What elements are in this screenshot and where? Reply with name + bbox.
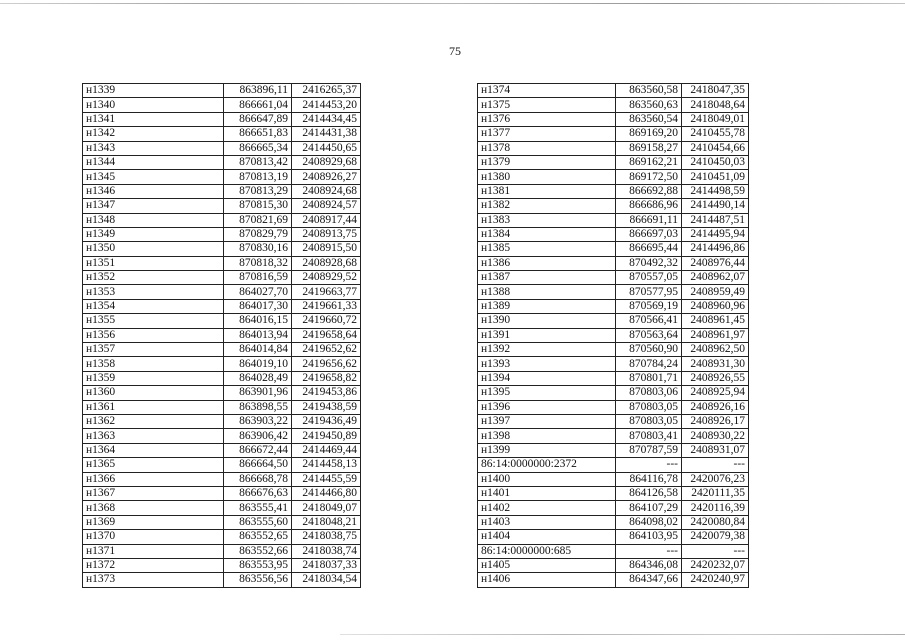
x-coordinate-cell: 866697,03 [616, 227, 682, 241]
x-coordinate-cell: 866651,83 [224, 127, 292, 141]
y-coordinate-cell: 2420240,97 [682, 573, 749, 587]
table-row [83, 314, 361, 328]
y-coordinate-cell: 2408926,17 [682, 414, 749, 428]
y-coordinate-cell: 2420116,39 [682, 501, 749, 515]
x-coordinate-cell: 863553,95 [224, 558, 292, 572]
point-id-cell: н1396 [478, 400, 616, 414]
x-coordinate-cell: 864347,66 [616, 573, 682, 587]
y-coordinate-cell: 2408917,44 [292, 213, 361, 227]
point-id-cell: н1380 [478, 170, 616, 184]
table-row [478, 343, 749, 357]
y-coordinate-cell: 2408960,96 [682, 299, 749, 313]
x-coordinate-cell: 869169,20 [616, 127, 682, 141]
x-coordinate-cell: 863903,22 [224, 414, 292, 428]
point-id-cell: н1346 [83, 184, 224, 198]
y-coordinate-cell: 2419661,33 [292, 299, 361, 313]
y-coordinate-cell: --- [682, 458, 749, 472]
x-coordinate-cell: 866672,44 [224, 443, 292, 457]
table-row [83, 501, 361, 515]
point-id-cell: н1402 [478, 501, 616, 515]
y-coordinate-cell: 2418048,21 [292, 515, 361, 529]
y-coordinate-cell: 2408915,50 [292, 242, 361, 256]
point-id-cell: н1362 [83, 414, 224, 428]
table-row [83, 242, 361, 256]
x-coordinate-cell: 870815,30 [224, 199, 292, 213]
point-id-cell: н1371 [83, 544, 224, 558]
table-row [478, 84, 749, 98]
table-row [83, 285, 361, 299]
table-row [83, 98, 361, 112]
table-row [83, 227, 361, 241]
y-coordinate-cell: 2420076,23 [682, 472, 749, 486]
table-row [478, 328, 749, 342]
table-row [478, 544, 749, 558]
point-id-cell: н1389 [478, 299, 616, 313]
y-coordinate-cell: 2408929,68 [292, 155, 361, 169]
y-coordinate-cell: 2419450,89 [292, 429, 361, 443]
coordinates-table-right-body [478, 84, 749, 588]
table-row [478, 558, 749, 572]
x-coordinate-cell: 863555,41 [224, 501, 292, 515]
table-row [83, 357, 361, 371]
table-row [478, 472, 749, 486]
table-row [478, 256, 749, 270]
y-coordinate-cell: 2419658,64 [292, 328, 361, 342]
point-id-cell: н1370 [83, 530, 224, 544]
x-coordinate-cell: 866661,04 [224, 98, 292, 112]
point-id-cell: н1373 [83, 573, 224, 587]
table-row [83, 443, 361, 457]
point-id-cell: н1339 [83, 84, 224, 98]
x-coordinate-cell: 866647,89 [224, 112, 292, 126]
coordinates-table-right [477, 83, 749, 588]
point-id-cell: н1355 [83, 314, 224, 328]
point-id-cell: н1377 [478, 127, 616, 141]
point-id-cell: н1365 [83, 458, 224, 472]
y-coordinate-cell: 2410454,66 [682, 141, 749, 155]
x-coordinate-cell: 864016,15 [224, 314, 292, 328]
y-coordinate-cell: 2414434,45 [292, 112, 361, 126]
x-coordinate-cell: 870803,06 [616, 386, 682, 400]
y-coordinate-cell: 2408931,07 [682, 443, 749, 457]
table-row [478, 458, 749, 472]
table-row [478, 486, 749, 500]
point-id-cell: н1357 [83, 343, 224, 357]
table-row [478, 573, 749, 587]
table-row [478, 141, 749, 155]
table-row [478, 530, 749, 544]
table-row [83, 199, 361, 213]
point-id-cell: н1361 [83, 400, 224, 414]
y-coordinate-cell: 2408928,68 [292, 256, 361, 270]
y-coordinate-cell: 2419663,77 [292, 285, 361, 299]
table-row [478, 199, 749, 213]
point-id-cell: н1343 [83, 141, 224, 155]
x-coordinate-cell: 866695,44 [616, 242, 682, 256]
point-id-cell: н1348 [83, 213, 224, 227]
x-coordinate-cell: 864346,08 [616, 558, 682, 572]
x-coordinate-cell: --- [616, 544, 682, 558]
y-coordinate-cell: 2414466,80 [292, 486, 361, 500]
y-coordinate-cell: 2408962,07 [682, 271, 749, 285]
point-id-cell: н1397 [478, 414, 616, 428]
point-id-cell: н1366 [83, 472, 224, 486]
table-row [83, 486, 361, 500]
point-id-cell: н1364 [83, 443, 224, 457]
x-coordinate-cell: 870557,05 [616, 271, 682, 285]
point-id-cell: 86:14:0000000:685 [478, 544, 616, 558]
x-coordinate-cell: 866668,78 [224, 472, 292, 486]
point-id-cell: н1399 [478, 443, 616, 457]
point-id-cell: н1379 [478, 155, 616, 169]
table-row [83, 299, 361, 313]
y-coordinate-cell: 2408976,44 [682, 256, 749, 270]
y-coordinate-cell: 2414487,51 [682, 213, 749, 227]
point-id-cell: н1393 [478, 357, 616, 371]
y-coordinate-cell: 2419652,62 [292, 343, 361, 357]
coordinates-table-left-body [83, 84, 361, 588]
x-coordinate-cell: 863556,56 [224, 573, 292, 587]
y-coordinate-cell: 2408913,75 [292, 227, 361, 241]
point-id-cell: н1375 [478, 98, 616, 112]
point-id-cell: н1387 [478, 271, 616, 285]
point-id-cell: н1394 [478, 371, 616, 385]
x-coordinate-cell: 870566,41 [616, 314, 682, 328]
table-row [478, 357, 749, 371]
y-coordinate-cell: 2419656,62 [292, 357, 361, 371]
y-coordinate-cell: 2414453,20 [292, 98, 361, 112]
table-row [478, 227, 749, 241]
y-coordinate-cell: 2414490,14 [682, 199, 749, 213]
y-coordinate-cell: 2416265,37 [292, 84, 361, 98]
y-coordinate-cell: 2408929,52 [292, 271, 361, 285]
y-coordinate-cell: 2414455,59 [292, 472, 361, 486]
point-id-cell: н1395 [478, 386, 616, 400]
table-row [83, 472, 361, 486]
point-id-cell: н1391 [478, 328, 616, 342]
point-id-cell: н1405 [478, 558, 616, 572]
point-id-cell: н1349 [83, 227, 224, 241]
y-coordinate-cell: 2408926,16 [682, 400, 749, 414]
point-id-cell: н1367 [83, 486, 224, 500]
table-row [478, 184, 749, 198]
table-row [83, 84, 361, 98]
y-coordinate-cell: 2414495,94 [682, 227, 749, 241]
table-row [478, 501, 749, 515]
x-coordinate-cell: 863552,66 [224, 544, 292, 558]
y-coordinate-cell: 2414496,86 [682, 242, 749, 256]
table-row [478, 155, 749, 169]
x-coordinate-cell: 870492,32 [616, 256, 682, 270]
table-row [83, 573, 361, 587]
x-coordinate-cell: 870560,90 [616, 343, 682, 357]
table-row [83, 271, 361, 285]
y-coordinate-cell: 2408924,68 [292, 184, 361, 198]
point-id-cell: н1392 [478, 343, 616, 357]
x-coordinate-cell: 870813,29 [224, 184, 292, 198]
point-id-cell: н1383 [478, 213, 616, 227]
scan-artifact-bottom-line [340, 634, 905, 635]
y-coordinate-cell: 2418038,74 [292, 544, 361, 558]
table-row [478, 170, 749, 184]
x-coordinate-cell: 863552,65 [224, 530, 292, 544]
table-row [478, 400, 749, 414]
x-coordinate-cell: 864027,70 [224, 285, 292, 299]
x-coordinate-cell: 870787,59 [616, 443, 682, 457]
x-coordinate-cell: 863555,60 [224, 515, 292, 529]
point-id-cell: н1385 [478, 242, 616, 256]
point-id-cell: н1390 [478, 314, 616, 328]
y-coordinate-cell: 2408931,30 [682, 357, 749, 371]
x-coordinate-cell: 864017,30 [224, 299, 292, 313]
table-row [83, 141, 361, 155]
table-row [83, 458, 361, 472]
y-coordinate-cell: 2419453,86 [292, 386, 361, 400]
point-id-cell: н1372 [83, 558, 224, 572]
point-id-cell: н1342 [83, 127, 224, 141]
table-row [478, 371, 749, 385]
y-coordinate-cell: 2414450,65 [292, 141, 361, 155]
y-coordinate-cell: 2419438,59 [292, 400, 361, 414]
point-id-cell: н1376 [478, 112, 616, 126]
point-id-cell: н1356 [83, 328, 224, 342]
point-id-cell: н1360 [83, 386, 224, 400]
point-id-cell: н1398 [478, 429, 616, 443]
table-row [83, 429, 361, 443]
point-id-cell: н1378 [478, 141, 616, 155]
point-id-cell: 86:14:0000000:2372 [478, 458, 616, 472]
table-row [83, 558, 361, 572]
y-coordinate-cell: 2418048,64 [682, 98, 749, 112]
point-id-cell: н1350 [83, 242, 224, 256]
x-coordinate-cell: 870801,71 [616, 371, 682, 385]
x-coordinate-cell: 870784,24 [616, 357, 682, 371]
point-id-cell: н1340 [83, 98, 224, 112]
y-coordinate-cell: 2408930,22 [682, 429, 749, 443]
table-row [478, 213, 749, 227]
y-coordinate-cell: 2408959,49 [682, 285, 749, 299]
x-coordinate-cell: 866676,63 [224, 486, 292, 500]
table-row [83, 371, 361, 385]
table-row [83, 256, 361, 270]
table-row [83, 127, 361, 141]
point-id-cell: н1354 [83, 299, 224, 313]
x-coordinate-cell: 866691,11 [616, 213, 682, 227]
y-coordinate-cell: 2420111,35 [682, 486, 749, 500]
point-id-cell: н1351 [83, 256, 224, 270]
x-coordinate-cell: 870569,19 [616, 299, 682, 313]
x-coordinate-cell: 866692,88 [616, 184, 682, 198]
y-coordinate-cell: 2408926,55 [682, 371, 749, 385]
table-row [83, 530, 361, 544]
x-coordinate-cell: 869172,50 [616, 170, 682, 184]
point-id-cell: н1401 [478, 486, 616, 500]
point-id-cell: н1404 [478, 530, 616, 544]
y-coordinate-cell: 2414469,44 [292, 443, 361, 457]
x-coordinate-cell: 863906,42 [224, 429, 292, 443]
point-id-cell: н1386 [478, 256, 616, 270]
table-row [478, 414, 749, 428]
x-coordinate-cell: 870563,64 [616, 328, 682, 342]
x-coordinate-cell: 866665,34 [224, 141, 292, 155]
table-row [478, 429, 749, 443]
y-coordinate-cell: 2408961,97 [682, 328, 749, 342]
point-id-cell: н1363 [83, 429, 224, 443]
table-row [83, 184, 361, 198]
x-coordinate-cell: 864126,58 [616, 486, 682, 500]
point-id-cell: н1359 [83, 371, 224, 385]
y-coordinate-cell: 2420080,84 [682, 515, 749, 529]
y-coordinate-cell: 2410455,78 [682, 127, 749, 141]
x-coordinate-cell: 866664,50 [224, 458, 292, 472]
y-coordinate-cell: 2419436,49 [292, 414, 361, 428]
table-row [478, 127, 749, 141]
point-id-cell: н1368 [83, 501, 224, 515]
x-coordinate-cell: 870803,41 [616, 429, 682, 443]
point-id-cell: н1381 [478, 184, 616, 198]
table-row [83, 112, 361, 126]
page-number: 75 [449, 44, 461, 58]
x-coordinate-cell: 863898,55 [224, 400, 292, 414]
point-id-cell: н1358 [83, 357, 224, 371]
x-coordinate-cell: 870813,42 [224, 155, 292, 169]
point-id-cell: н1344 [83, 155, 224, 169]
table-row [478, 299, 749, 313]
table-row [83, 213, 361, 227]
table-row [83, 414, 361, 428]
y-coordinate-cell: 2419658,82 [292, 371, 361, 385]
x-coordinate-cell: 870818,32 [224, 256, 292, 270]
x-coordinate-cell: 870803,05 [616, 400, 682, 414]
x-coordinate-cell: 864116,78 [616, 472, 682, 486]
x-coordinate-cell: 864013,94 [224, 328, 292, 342]
x-coordinate-cell: 870816,59 [224, 271, 292, 285]
table-row [478, 112, 749, 126]
x-coordinate-cell: 863560,63 [616, 98, 682, 112]
table-row [83, 170, 361, 184]
point-id-cell: н1388 [478, 285, 616, 299]
x-coordinate-cell: 870829,79 [224, 227, 292, 241]
y-coordinate-cell: --- [682, 544, 749, 558]
x-coordinate-cell: 863896,11 [224, 84, 292, 98]
table-row [83, 155, 361, 169]
x-coordinate-cell: 863560,54 [616, 112, 682, 126]
coordinates-table-left [82, 83, 361, 588]
point-id-cell: н1382 [478, 199, 616, 213]
x-coordinate-cell: 866686,96 [616, 199, 682, 213]
y-coordinate-cell: 2418049,07 [292, 501, 361, 515]
y-coordinate-cell: 2408925,94 [682, 386, 749, 400]
table-row [478, 242, 749, 256]
table-row [478, 98, 749, 112]
table-row [83, 400, 361, 414]
x-coordinate-cell: 864103,95 [616, 530, 682, 544]
point-id-cell: н1369 [83, 515, 224, 529]
point-id-cell: н1384 [478, 227, 616, 241]
y-coordinate-cell: 2420232,07 [682, 558, 749, 572]
y-coordinate-cell: 2420079,38 [682, 530, 749, 544]
y-coordinate-cell: 2410450,03 [682, 155, 749, 169]
y-coordinate-cell: 2414458,13 [292, 458, 361, 472]
table-row [83, 515, 361, 529]
y-coordinate-cell: 2410451,09 [682, 170, 749, 184]
x-coordinate-cell: 870803,05 [616, 414, 682, 428]
table-row [478, 271, 749, 285]
table-row [478, 314, 749, 328]
x-coordinate-cell: 864019,10 [224, 357, 292, 371]
y-coordinate-cell: 2414431,38 [292, 127, 361, 141]
x-coordinate-cell: 863901,96 [224, 386, 292, 400]
table-row [478, 386, 749, 400]
table-row [83, 544, 361, 558]
x-coordinate-cell: 869158,27 [616, 141, 682, 155]
y-coordinate-cell: 2408962,50 [682, 343, 749, 357]
point-id-cell: н1347 [83, 199, 224, 213]
x-coordinate-cell: 864028,49 [224, 371, 292, 385]
point-id-cell: н1345 [83, 170, 224, 184]
table-row [478, 285, 749, 299]
table-row [83, 328, 361, 342]
x-coordinate-cell: 864098,02 [616, 515, 682, 529]
table-row [83, 343, 361, 357]
table-row [478, 443, 749, 457]
x-coordinate-cell: 869162,21 [616, 155, 682, 169]
x-coordinate-cell: 870813,19 [224, 170, 292, 184]
x-coordinate-cell: 864107,29 [616, 501, 682, 515]
point-id-cell: н1403 [478, 515, 616, 529]
table-row [83, 386, 361, 400]
point-id-cell: н1374 [478, 84, 616, 98]
y-coordinate-cell: 2408961,45 [682, 314, 749, 328]
scan-artifact-top-line [0, 3, 905, 4]
x-coordinate-cell: 870577,95 [616, 285, 682, 299]
point-id-cell: н1352 [83, 271, 224, 285]
x-coordinate-cell: 870830,16 [224, 242, 292, 256]
x-coordinate-cell: 863560,58 [616, 84, 682, 98]
point-id-cell: н1353 [83, 285, 224, 299]
y-coordinate-cell: 2418049,01 [682, 112, 749, 126]
y-coordinate-cell: 2418037,33 [292, 558, 361, 572]
y-coordinate-cell: 2414498,59 [682, 184, 749, 198]
x-coordinate-cell: 864014,84 [224, 343, 292, 357]
y-coordinate-cell: 2418034,54 [292, 573, 361, 587]
y-coordinate-cell: 2418038,75 [292, 530, 361, 544]
x-coordinate-cell: --- [616, 458, 682, 472]
table-row [478, 515, 749, 529]
point-id-cell: н1406 [478, 573, 616, 587]
y-coordinate-cell: 2418047,35 [682, 84, 749, 98]
point-id-cell: н1341 [83, 112, 224, 126]
y-coordinate-cell: 2408926,27 [292, 170, 361, 184]
y-coordinate-cell: 2419660,72 [292, 314, 361, 328]
point-id-cell: н1400 [478, 472, 616, 486]
y-coordinate-cell: 2408924,57 [292, 199, 361, 213]
x-coordinate-cell: 870821,69 [224, 213, 292, 227]
